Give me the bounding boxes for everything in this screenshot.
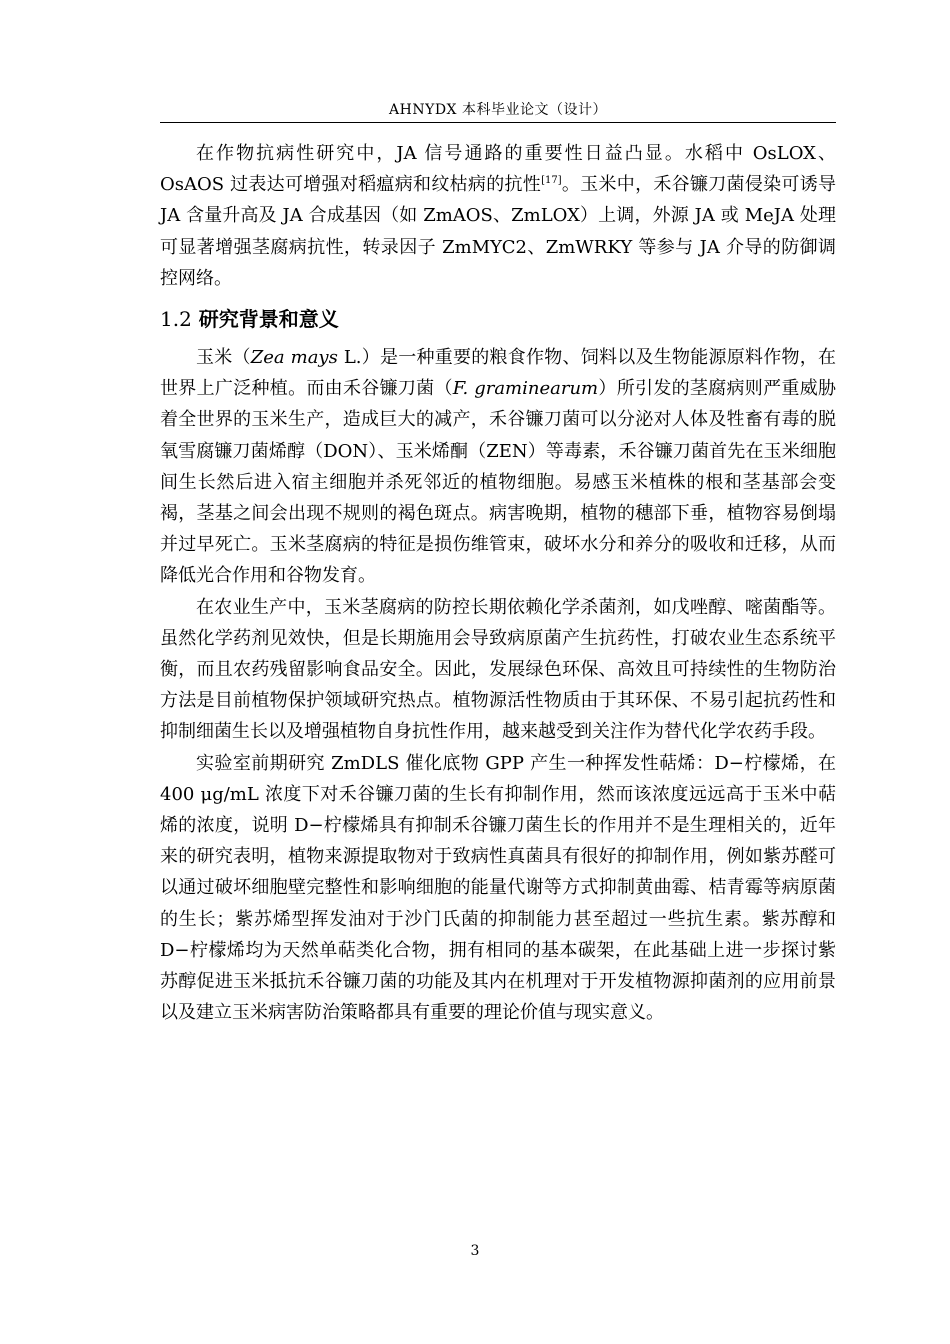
paragraph-chemical-control: 在农业生产中，玉米茎腐病的防控长期依赖化学杀菌剂，如戊唑醇、嘧菌酯等。虽然化学药剂见效快，但是长期施用会导致病原菌产生抗药性，打破农业生态系统平衡，而且农药残留影响食品安全。因此，发展绿色环保、高效且可持续性的生物防治方法是目前植物保护领域研究热点。植物源活性物质由于其环保、不易引起抗药性和抑制细菌生长以及增强植物自身抗性作用，越来越受到关注作为替代化学农药手段。: [160, 596, 836, 743]
paragraph-lab-research: 实验室前期研究 ZmDLS 催化底物 GPP 产生一种挥发性萜烯：D−柠檬烯，在 400 μg/mL 浓度下对禾谷镰刀菌的生长有抑制作用，然而该浓度远远高于玉米中萜烯的浓度，说明 D−柠檬烯具有抑制禾谷镰刀菌生长的作用并不是生理相关的，近年来的研究表明，植物来源提取物对于致病性真菌具有很好的抑制作用，例如紫苏醛可以通过破坏细胞壁完整性和影响细胞的能量代谢等方式抑制黄曲霉、桔青霉等病原菌的生长；紫苏烯型挥发油对于沙门氏菌的抑制能力甚至超过一些抗生素。紫苏醇和 D−柠檬烯均为天然单萜类化合物，拥有相同的基本碳架，在此基础上进一步探讨紫苏醇促进玉米抵抗禾谷镰刀菌的功能及其内在机理对于开发植物源抑菌剂的应用前景以及建立玉米病害防治策略都具有重要的理论价值与现实意义。: [160, 752, 836, 1024]
section-title: 研究背景和意义: [198, 307, 339, 332]
species-name: Zea mays: [250, 347, 338, 369]
paragraph-text: ）所引发的茎腐病则严重威胁着全世界的玉米生产，造成巨大的减产，禾谷镰刀菌可以分泌对人体及牲畜有毒的脱氧雪腐镰刀菌烯醇（DON）、玉米烯酮（ZEN）等毒素，禾谷镰刀菌首先在玉米细胞间生长然后进入宿主细胞并杀死邻近的植物细胞。易感玉米植株的根和茎基部会变褐，茎基之间会出现不规则的褐色斑点。病害晚期，植物的穗部下垂，植物容易倒塌并过早死亡。玉米茎腐病的特征是损伤维管束，破坏水分和养分的吸收和迁移，从而降低光合作用和谷物发育。: [160, 378, 836, 587]
body-text: [160, 138, 836, 1028]
page-number: 3: [470, 1243, 480, 1259]
paragraph-ja-disease-resistance: [160, 138, 836, 294]
paragraph-text: 玉米（: [196, 347, 251, 369]
paragraph-maize-background: [160, 342, 836, 592]
section-heading: [160, 302, 836, 336]
pathogen-name: F. graminearum: [452, 378, 599, 400]
paragraph-text: L.）是一种重要的粮食作物、饲料以及生物能源原料作物，在世界上广泛种植。而由禾谷镰刀菌（: [160, 347, 837, 400]
running-header: AHNYDX 本科毕业论文（设计）: [389, 102, 607, 118]
paragraph-text: 在作物抗病性研究中，JA 信号通路的重要性日益凸显。水稻中 OsLOX、OsAOS 过表达可增强对稻瘟病和纹枯病的抗性: [160, 143, 836, 196]
citation-ref: [17]: [541, 175, 562, 187]
header-rule: [160, 122, 836, 123]
paragraph-text: 。玉米中，禾谷镰刀菌侵染可诱导 JA 含量升高及 JA 合成基因（如 ZmAOS、ZmLOX）上调，外源 JA 或 MeJA 处理可显著增强茎腐病抗性，转录因子 ZmMYC2、ZmWRKY 等参与 JA 介导的防御调控网络。: [160, 174, 836, 289]
section-number: 1.2: [160, 307, 192, 332]
